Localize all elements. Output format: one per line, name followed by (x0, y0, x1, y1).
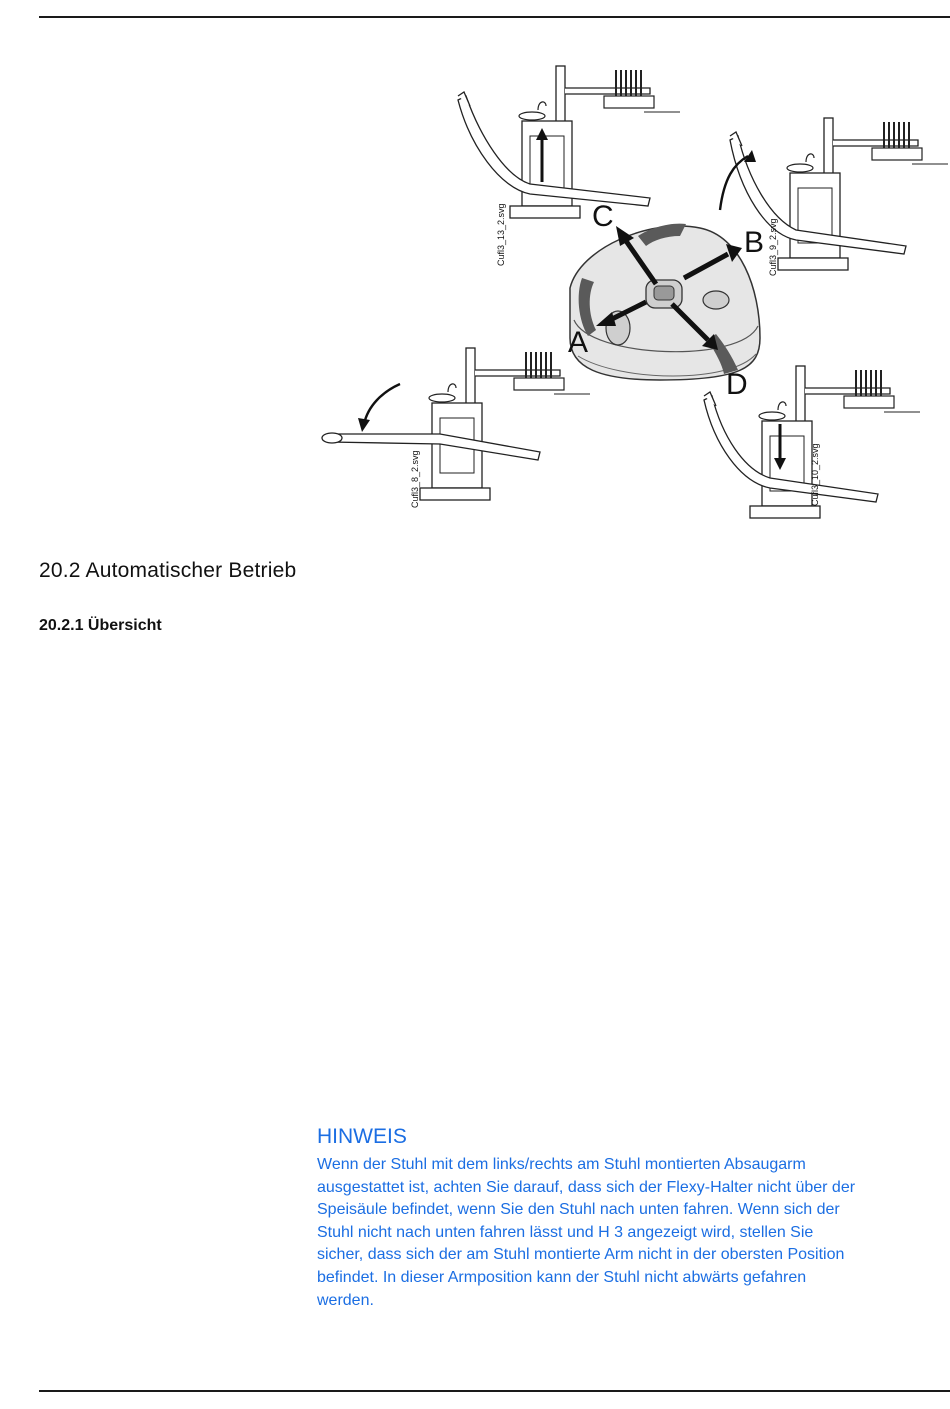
note-line: sicher, dass sich der am Stuhl montierte Arm nicht in der obersten Position (317, 1246, 845, 1264)
note-title: HINWEIS (317, 1125, 407, 1148)
chair-control-figure (320, 58, 950, 536)
note-line: befindet. In dieser Armposition kann der Stuhl nicht abwärts gefahren (317, 1268, 807, 1286)
note-line: Stuhl nicht nach unten fahren lässt und H 3 angezeigt wird, stellen Sie (317, 1223, 814, 1241)
note-line: Wenn der Stuhl mit dem links/rechts am Stuhl montierten Absaugarm (317, 1156, 806, 1173)
label-d: D (726, 368, 748, 401)
subsection-heading: 20.2.1 Übersicht (39, 617, 162, 634)
caption-bottom: Cufl3_10_2.svg (810, 443, 820, 506)
foot-control (568, 200, 764, 401)
caption-left: Cufl3_8_2.svg (410, 450, 420, 508)
caption-top: Cufl3_13_2.svg (496, 203, 506, 266)
note-line: Speisäule befindet, wenn Sie den Stuhl nach unten fahren. Wenn sich der (317, 1201, 840, 1219)
caption-right: Cufl3_9_2.svg (768, 218, 778, 276)
label-a: A (568, 326, 589, 359)
note-line: werden. (317, 1291, 374, 1309)
note-box (317, 1124, 947, 1312)
note-body (317, 1154, 947, 1312)
label-b: B (744, 226, 765, 259)
section-heading: 20.2 Automatischer Betrieb (39, 559, 297, 582)
top-rule (39, 16, 950, 18)
unit-left (322, 348, 590, 508)
label-c: C (592, 200, 614, 233)
bottom-rule (39, 1390, 950, 1392)
note-line: ausgestattet ist, achten Sie darauf, dass sich der Flexy-Halter nicht über der (317, 1178, 856, 1196)
